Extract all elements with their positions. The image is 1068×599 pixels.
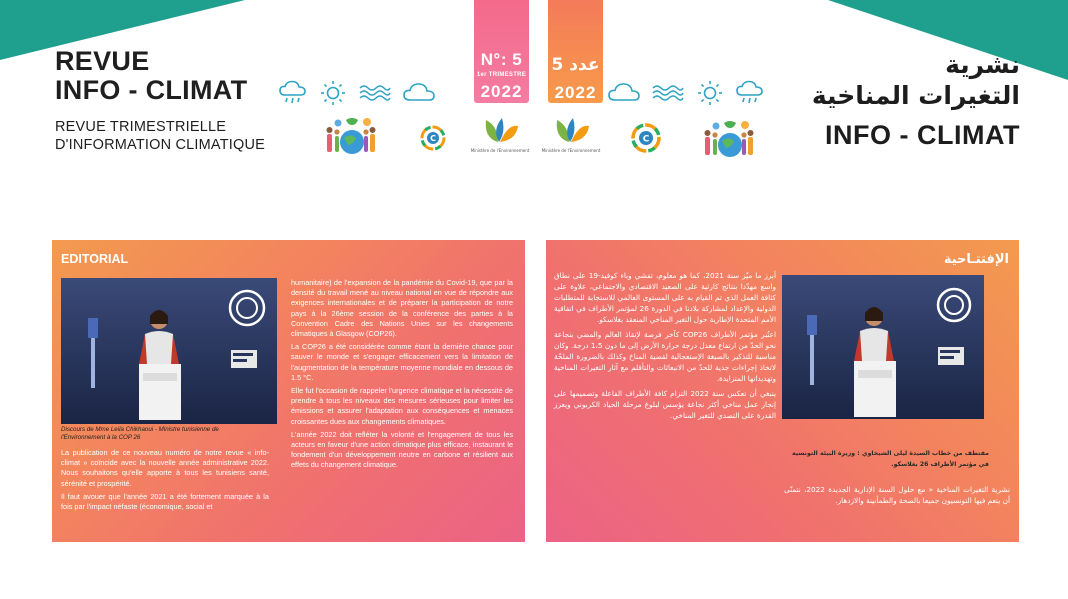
title-block-ar xyxy=(812,50,1020,151)
paragraph: اعتُبر مؤتمر الأطراف COP26 كآخر فرصة لإنقاذ العالم والمضي بنجاعة نحو الحدّ من ارتفاع معدل درجة حرارة الأرض إلى ما دون 1،5 درجة. وكان مناسبة للتذكير بالصبغة الإستعجالية لقضية المناخ وكذلك بالضرورة الملحّة لاتخاذ إجراءات جدية للحدّ من الانبعاثات والتأقلم مع آثار التغيرات المناخية وتهديداتها المتزايدة. xyxy=(554,330,776,383)
editorial-fr-col2 xyxy=(291,278,513,474)
paragraph: L'année 2022 doit refléter la volonté et l'engagement de tous les acteurs en faveur d'une action climatique plus efficace, instaurant le fondement d'un développement neutre en carbone et résilient aux effets du changement climatique. xyxy=(291,429,513,470)
title-ar-line2: التغيرات المناخية xyxy=(811,81,1020,110)
subtitle-fr-line2: D'INFORMATION CLIMATIQUE xyxy=(55,137,266,153)
issue-number-fr: N°: 5 xyxy=(480,50,523,69)
climate-people-illustration-left xyxy=(322,116,382,158)
waves-icon xyxy=(358,80,392,106)
title-ar-line1: نشرية xyxy=(945,50,1020,79)
issue-number-ar: عدد 5 xyxy=(551,55,600,75)
editorial-panel-ar xyxy=(546,240,1019,542)
issue-period-fr: 1er TRIMESTRE xyxy=(476,72,527,78)
svg-text:C: C xyxy=(430,134,436,143)
svg-text:C: C xyxy=(642,134,650,145)
editorial-ar-col2 xyxy=(784,484,1010,510)
subtitle-fr xyxy=(55,118,265,154)
paragraph: ينبغي أن تعكس سنة 2022 التزام كافة الأطراف الفاعلة وتصميمها على إنجاز عمل مناخي أكثر نجاعة يؤسس لبلوغ مرحلة الحياد الكربوني ويعزز القدرة على التصدي للتغير المناخي. xyxy=(554,389,776,420)
ministry-leaf-logo-right xyxy=(541,114,601,154)
subtitle-fr-line1: REVUE TRIMESTRIELLE xyxy=(55,119,227,135)
speech-photo-ar xyxy=(782,275,984,419)
title-block-fr xyxy=(55,47,265,154)
paragraph: Elle fut l'occasion de rappeler l'urgence climatique et la nécessité de prendre à tous les niveaux des mesures sérieuses pour limiter les émissions et assurer l'adaptation aux conséquences et menaces croissantes dues aux changements climatiques. xyxy=(291,386,513,426)
paragraph: نشرية التغيرات المناخية « مع حلول السنة الإدارية الجديدة 2022، نتمنّى أن ينعم فيها التونسيون جميعا بالصحة والطمأنينة والازدهار. xyxy=(784,485,1010,505)
issue-badge-ar xyxy=(548,0,603,103)
speaker-illustration xyxy=(61,278,277,424)
editorial-heading-fr: EDITORIAL xyxy=(61,252,129,266)
paragraph: humanitaire) de l'expansion de la pandémie du Covid-19, que par la densité du travail mené au niveau national en vue de répondre aux exigences internationales et de préparer la participation de notre pays à la 26ème session de la conférence des parties à la Convention Cadre des Nations Unies sur les changements climatiques à Glasgow (COP26). xyxy=(291,278,513,339)
photo-caption-ar: مقتطف من خطاب السيدة ليلى الشيخاوي : وزيرة البيئة التونسية في مؤتمر الأطراف 26 بغلاسكو. xyxy=(792,450,989,468)
climate-people-illustration-right xyxy=(700,118,760,162)
sun-icon xyxy=(695,80,725,106)
ministry-caption-left: Ministère de l'Environnement xyxy=(470,148,530,153)
waves-icon xyxy=(651,80,685,106)
issue-year-ar: 2022 xyxy=(554,83,597,102)
speech-photo-fr xyxy=(61,278,277,424)
cloud-icon xyxy=(402,80,436,106)
editorial-ar-col1 xyxy=(554,270,776,425)
rain-cloud-icon xyxy=(735,80,765,106)
ministry-caption-right: Ministère de l'Environnement xyxy=(541,148,601,153)
paragraph: Il faut avouer que l'année 2021 a été fortement marquée à la fois par l'impact néfaste (économique, social et xyxy=(61,491,269,512)
issue-badge-fr xyxy=(474,0,529,103)
issue-year-fr: 2022 xyxy=(480,82,523,101)
paragraph: La COP26 a été considérée comme étant la dernière chance pour sauver le monde et s'engager efficacement vers la limitation de l'augmentation de la température moyenne mondiale en dessous de 1.5 °C. xyxy=(291,342,513,382)
title-fr-line2: INFO - CLIMAT xyxy=(55,75,248,105)
title-ar-line3: INFO - CLIMAT xyxy=(825,120,1020,150)
weather-icons-left xyxy=(278,80,436,106)
cop-circle-logo-right xyxy=(626,118,666,158)
sun-icon xyxy=(318,80,348,106)
photo-caption-fr: Discours de Mme Leila Chikhaoui - Ministre tunisienne de l'Environnement à la COP 26 xyxy=(61,426,219,441)
speaker-illustration xyxy=(782,275,984,419)
editorial-fr-col1 xyxy=(61,448,269,515)
title-fr-line1: REVUE xyxy=(55,46,150,76)
paragraph: أبرز ما ميّز سنة 2021، كما هو معلوم، تفشي وباء كوفيد-19 على نطاق واسع مهدّدا بنتائج كارثية على الصعيد الاقتصادي والاجتماعي، علاوة على كثافة العمل الذي تم القيام به على المستوى العالمي للاستجابة للمتطلبات الدولية والإعداد لمشاركة بلادنا في الدورة 26 لمؤتمر الأطراف في اتفاقية الأمم المتحدة الإطارية حول التغير المناخي المنعقد بغلاسكو. xyxy=(554,271,777,324)
editorial-heading-ar: الإفتتـاحية xyxy=(943,252,1009,267)
rain-cloud-icon xyxy=(278,80,308,106)
editorial-panel-fr xyxy=(52,240,525,542)
weather-icons-right xyxy=(607,80,765,106)
cop-circle-logo-left xyxy=(416,121,450,155)
cloud-icon xyxy=(607,80,641,106)
paragraph: La publication de ce nouveau numéro de notre revue « info-climat » coïncide avec la nouvelle année administrative 2022. Nous souhaitons qu'elle apporte à tous les tunisiens santé, sérénité et prospérité. xyxy=(61,448,269,488)
ministry-leaf-logo-left xyxy=(470,114,530,154)
